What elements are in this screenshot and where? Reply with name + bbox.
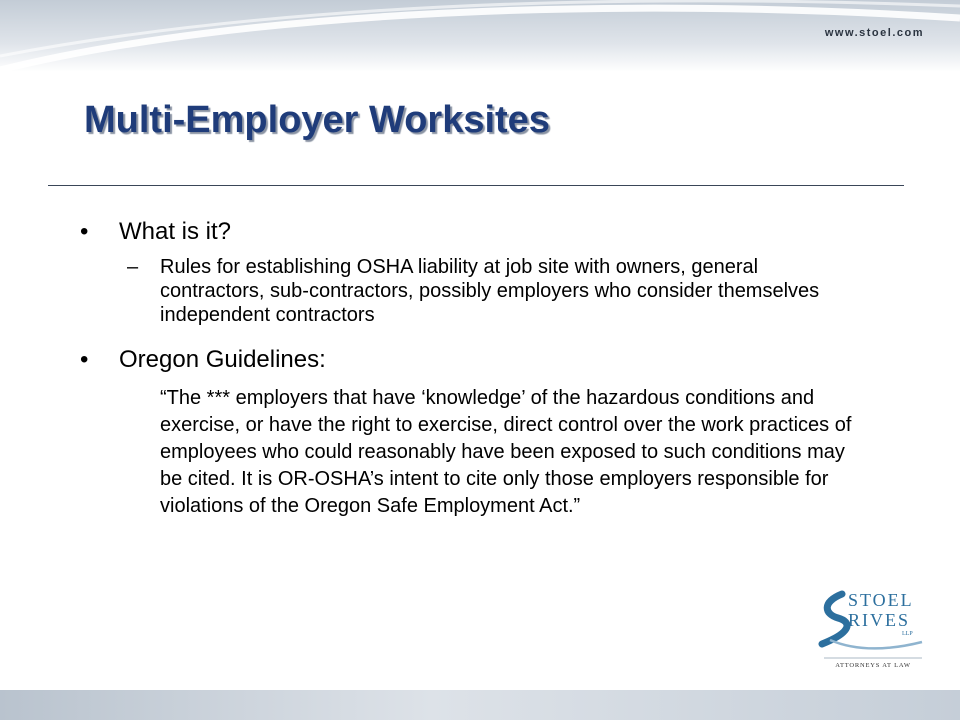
sub-bullet-text: Rules for establishing OSHA liability at job site with owners, general contractors, sub-contractors, possibly employers who consider themselves independent contractors: [160, 256, 820, 326]
logo-wave-icon: [830, 640, 922, 649]
bullet-what-is-it: [80, 217, 880, 247]
title-divider: [48, 185, 904, 186]
logo-llp: LLP: [902, 631, 913, 637]
bottom-banner: [0, 690, 960, 720]
dash-symbol: –: [127, 256, 139, 278]
logo-tagline: ATTORNEYS AT LAW: [835, 662, 911, 669]
bullet-text: What is it?: [119, 218, 232, 245]
slide-title: Multi-Employer Worksites: [84, 99, 550, 141]
logo-line-rives: RIVES: [848, 610, 911, 630]
website-url: www.stoel.com: [824, 27, 924, 39]
guideline-quote: “The *** employers that have ‘knowledge’ of the hazardous conditions and exercise, or have the right to exercise, direct control over the work practices of employees who could reasonably have been exposed to such conditions may be cited. It is OR-OSHA’s intent to cite only those employers responsible for violations of the Oregon Safe Employment Act.”: [160, 387, 852, 517]
bullet-symbol: •: [80, 218, 89, 245]
slide-body: [80, 217, 880, 520]
stoel-rives-logo: [818, 588, 928, 670]
logo-swoosh-icon: [822, 594, 847, 644]
sub-bullet-rules: [80, 255, 850, 327]
bullet-symbol: •: [80, 346, 89, 373]
logo-line-stoel: STOEL: [848, 590, 914, 610]
bullet-text: Oregon Guidelines:: [119, 346, 326, 373]
bullet-oregon-guidelines: [80, 345, 880, 375]
header-swoosh-decoration: [0, 0, 960, 80]
